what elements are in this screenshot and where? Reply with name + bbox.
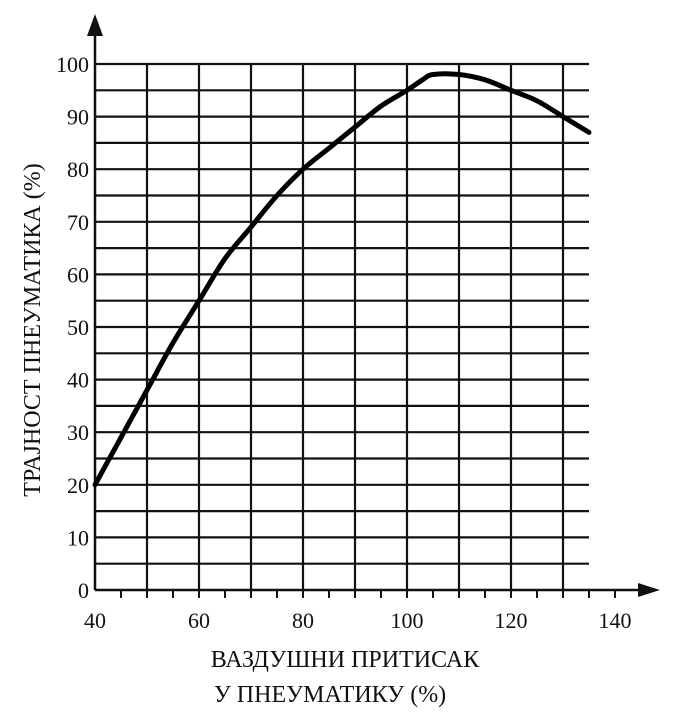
x-axis-title-line1: ВАЗДУШНИ ПРИТИСАК xyxy=(210,647,480,673)
x-tick-label: 40 xyxy=(84,608,106,633)
y-tick-label: 60 xyxy=(67,262,89,288)
x-axis-arrow xyxy=(638,583,660,597)
x-tick-label: 60 xyxy=(188,608,210,633)
y-tick-label: 100 xyxy=(56,52,89,77)
y-axis-title: ТРАЈНОСТ ПНЕУМАТИКА (%) xyxy=(20,163,46,497)
x-tick-label: 140 xyxy=(598,608,632,633)
y-tick-label: 40 xyxy=(67,367,89,393)
x-tick-label: 120 xyxy=(494,608,528,633)
y-tick-label: 70 xyxy=(67,209,89,235)
x-tick-label: 80 xyxy=(292,608,314,633)
y-tick-label: 20 xyxy=(67,472,89,498)
y-tick-label: 90 xyxy=(67,104,89,130)
series-line-tire-life xyxy=(95,74,589,485)
x-axis-title-line2: У ПНЕУМАТИКУ (%) xyxy=(213,682,447,708)
y-tick-label: 0 xyxy=(78,578,89,603)
grid xyxy=(95,64,589,590)
x-tick-label: 100 xyxy=(390,608,424,633)
y-tick-label: 80 xyxy=(67,157,89,183)
y-tick-label: 10 xyxy=(67,525,89,551)
curve-layer xyxy=(95,74,589,485)
y-axis-arrow xyxy=(87,14,103,36)
y-tick-label: 50 xyxy=(67,315,89,340)
y-tick-label: 30 xyxy=(67,420,89,446)
